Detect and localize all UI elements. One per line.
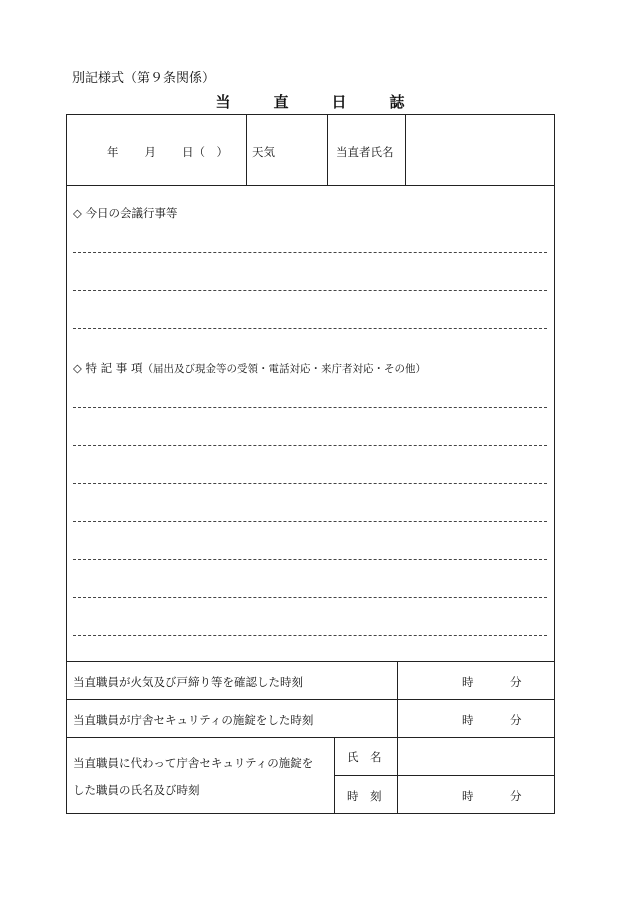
weather-label: 天気 — [252, 145, 275, 159]
minute-label: 分 — [510, 713, 522, 727]
hour-label: 時 — [462, 675, 474, 689]
writing-line[interactable] — [73, 328, 547, 329]
proxy-time-field[interactable] — [398, 776, 554, 813]
divider — [67, 185, 554, 186]
minute-label: 分 — [510, 675, 522, 689]
hour-label: 時 — [462, 789, 474, 803]
journal-form — [66, 114, 555, 814]
writing-line[interactable] — [73, 483, 547, 484]
writing-line[interactable] — [73, 521, 547, 522]
title-char: 当 — [215, 93, 232, 111]
title-char: 日 — [331, 93, 348, 111]
proxy-label-line2: した職員の氏名及び時刻 — [73, 783, 200, 797]
title-char: 誌 — [389, 93, 406, 111]
time-label: 時 刻 — [347, 789, 382, 803]
fire-check-time-field[interactable] — [398, 662, 554, 699]
proxy-label-line1: 当直職員に代わって庁舎セキュリティの施錠を — [73, 756, 314, 770]
date-field[interactable] — [107, 144, 228, 160]
security-lock-time-field[interactable] — [398, 700, 554, 737]
special-notes-note: （届出及び現金等の受領・電話対応・来庁者対応・その他） — [142, 363, 426, 375]
officer-name-field[interactable] — [406, 116, 553, 184]
meetings-heading: ◇ 今日の会議行事等 — [73, 206, 178, 220]
fire-check-label: 当直職員が火気及び戸締り等を確認した時刻 — [73, 675, 303, 689]
divider — [334, 737, 335, 813]
title-char: 直 — [273, 93, 290, 111]
special-notes-title: ◇ 特 記 事 項 — [73, 361, 143, 375]
writing-line[interactable] — [73, 559, 547, 560]
writing-line[interactable] — [73, 252, 547, 253]
writing-line[interactable] — [73, 597, 547, 598]
day-label: 日（ ） — [182, 145, 228, 159]
special-notes-heading — [73, 360, 426, 376]
writing-line[interactable] — [73, 635, 547, 636]
name-label: 氏 名 — [347, 750, 382, 764]
page-title — [66, 91, 555, 112]
proxy-name-field[interactable] — [398, 738, 554, 775]
minute-label: 分 — [510, 789, 522, 803]
month-label: 月 — [144, 145, 156, 159]
writing-line[interactable] — [73, 445, 547, 446]
hour-label: 時 — [462, 713, 474, 727]
security-lock-label: 当直職員が庁舎セキュリティの施錠をした時刻 — [73, 713, 314, 727]
divider — [246, 115, 247, 185]
writing-line[interactable] — [73, 407, 547, 408]
writing-line[interactable] — [73, 290, 547, 291]
form-label: 別記様式（第９条関係） — [72, 71, 216, 86]
year-label: 年 — [107, 145, 119, 159]
officer-name-label: 当直者氏名 — [336, 145, 394, 159]
